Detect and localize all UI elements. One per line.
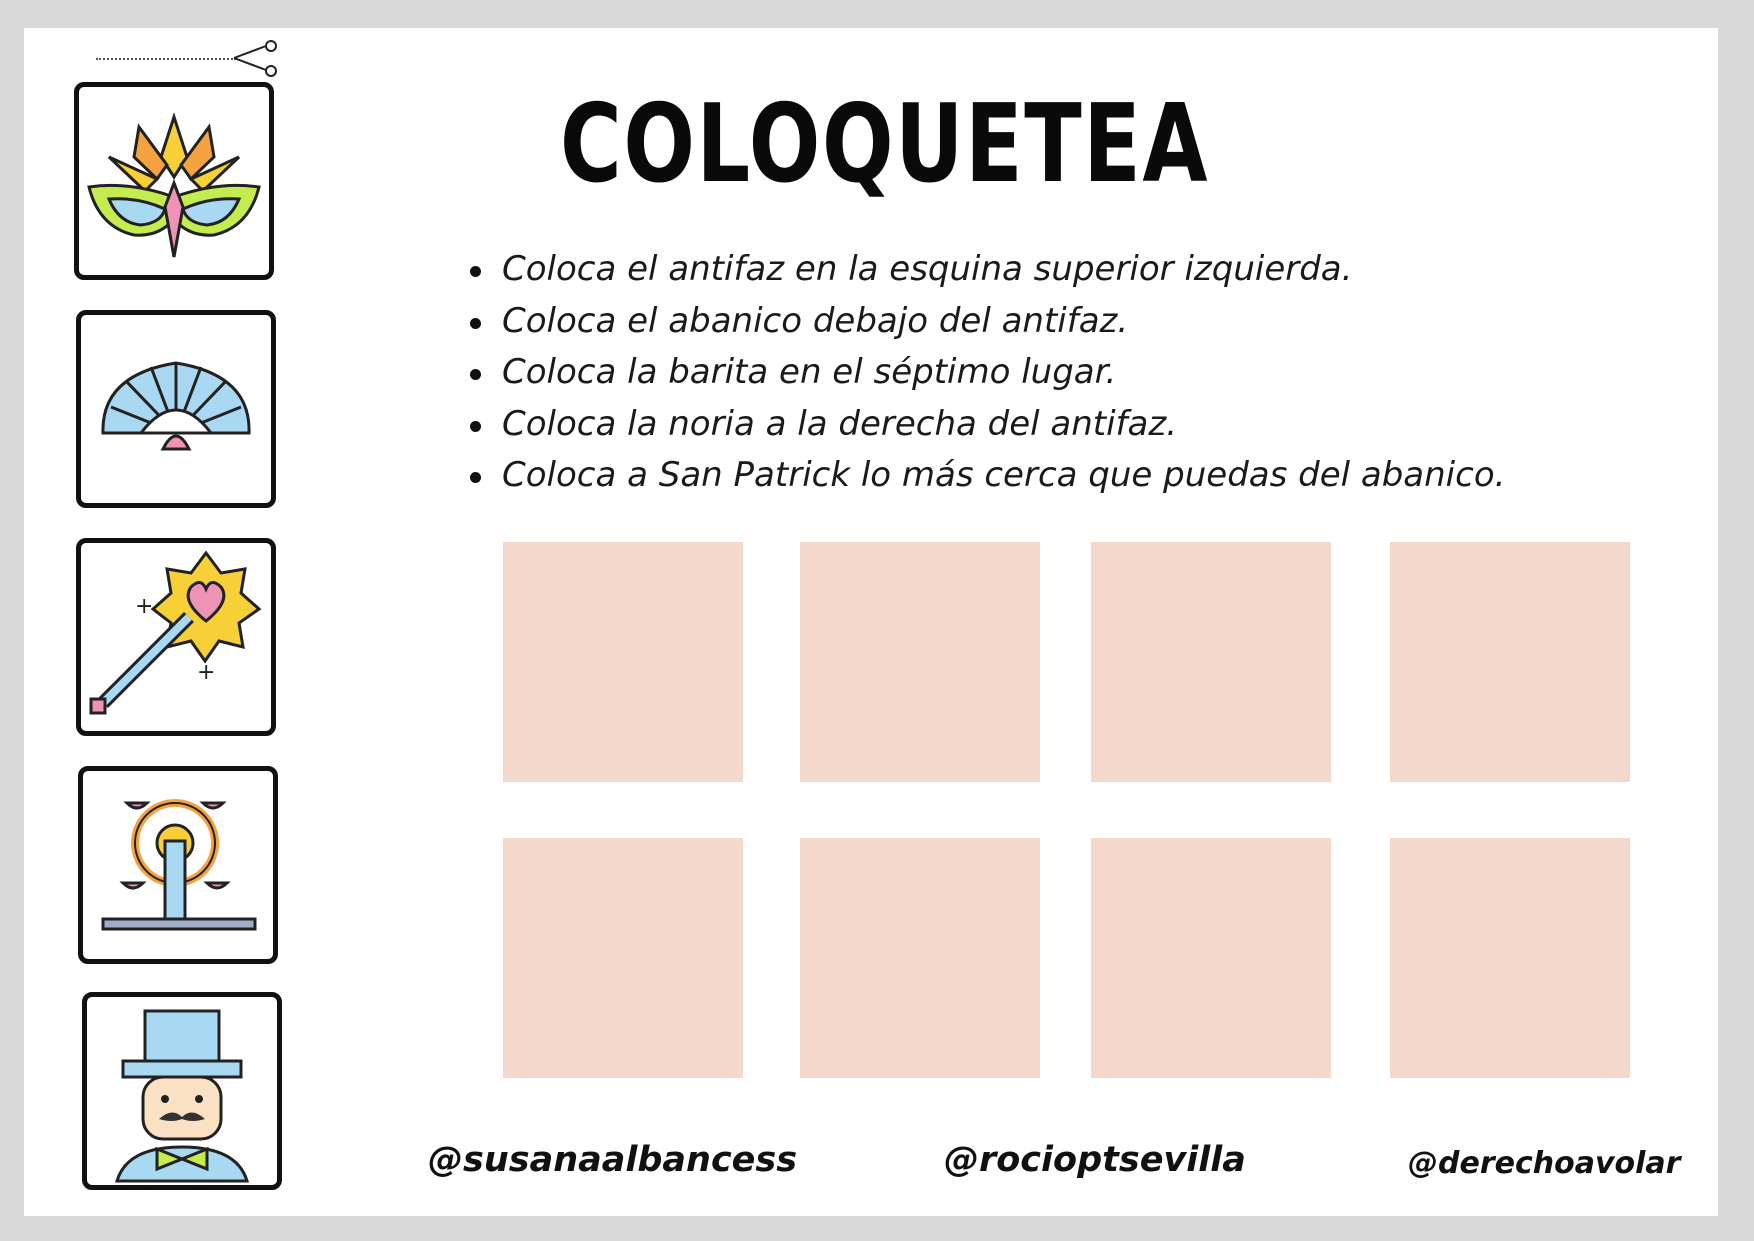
author-handle-right: @derechoavolar: [1408, 1146, 1681, 1181]
card-magic-wand[interactable]: [76, 538, 276, 736]
leprechaun-icon: [87, 997, 277, 1185]
drop-slot-6[interactable]: [800, 838, 1040, 1078]
instructions-list: [466, 244, 1505, 502]
drop-slot-7[interactable]: [1091, 838, 1331, 1078]
drop-slot-2[interactable]: [800, 542, 1040, 782]
carnival-mask-icon: [79, 87, 269, 275]
cut-line: [96, 58, 236, 60]
svg-text:+: +: [135, 594, 154, 619]
instruction-item: Coloca a San Patrick lo más cerca que puedas del abanico.: [466, 450, 1505, 502]
instruction-item: Coloca la barita en el séptimo lugar.: [466, 347, 1505, 399]
page-title: COLOQUETEA: [560, 82, 1210, 207]
drop-slot-1[interactable]: [503, 542, 743, 782]
scissors-icon: [232, 40, 280, 78]
drop-slot-5[interactable]: [503, 838, 743, 1078]
instruction-item: Coloca el antifaz en la esquina superior izquierda.: [466, 244, 1505, 296]
author-handle-left: @susanaalbancess: [428, 1140, 798, 1180]
author-handle-center: @rocioptsevilla: [944, 1140, 1246, 1180]
drop-slot-4[interactable]: [1390, 542, 1630, 782]
card-carnival-mask[interactable]: [74, 82, 274, 280]
card-leprechaun[interactable]: [82, 992, 282, 1190]
drop-slot-3[interactable]: [1091, 542, 1331, 782]
card-hand-fan[interactable]: [76, 310, 276, 508]
drop-slot-8[interactable]: [1390, 838, 1630, 1078]
card-ferris-wheel[interactable]: [78, 766, 278, 964]
hand-fan-icon: [81, 315, 271, 503]
instruction-item: Coloca el abanico debajo del antifaz.: [466, 296, 1505, 348]
svg-text:+: +: [197, 660, 216, 685]
magic-wand-icon: [81, 543, 271, 731]
ferris-wheel-icon: [83, 771, 273, 959]
instruction-item: Coloca la noria a la derecha del antifaz.: [466, 399, 1505, 451]
